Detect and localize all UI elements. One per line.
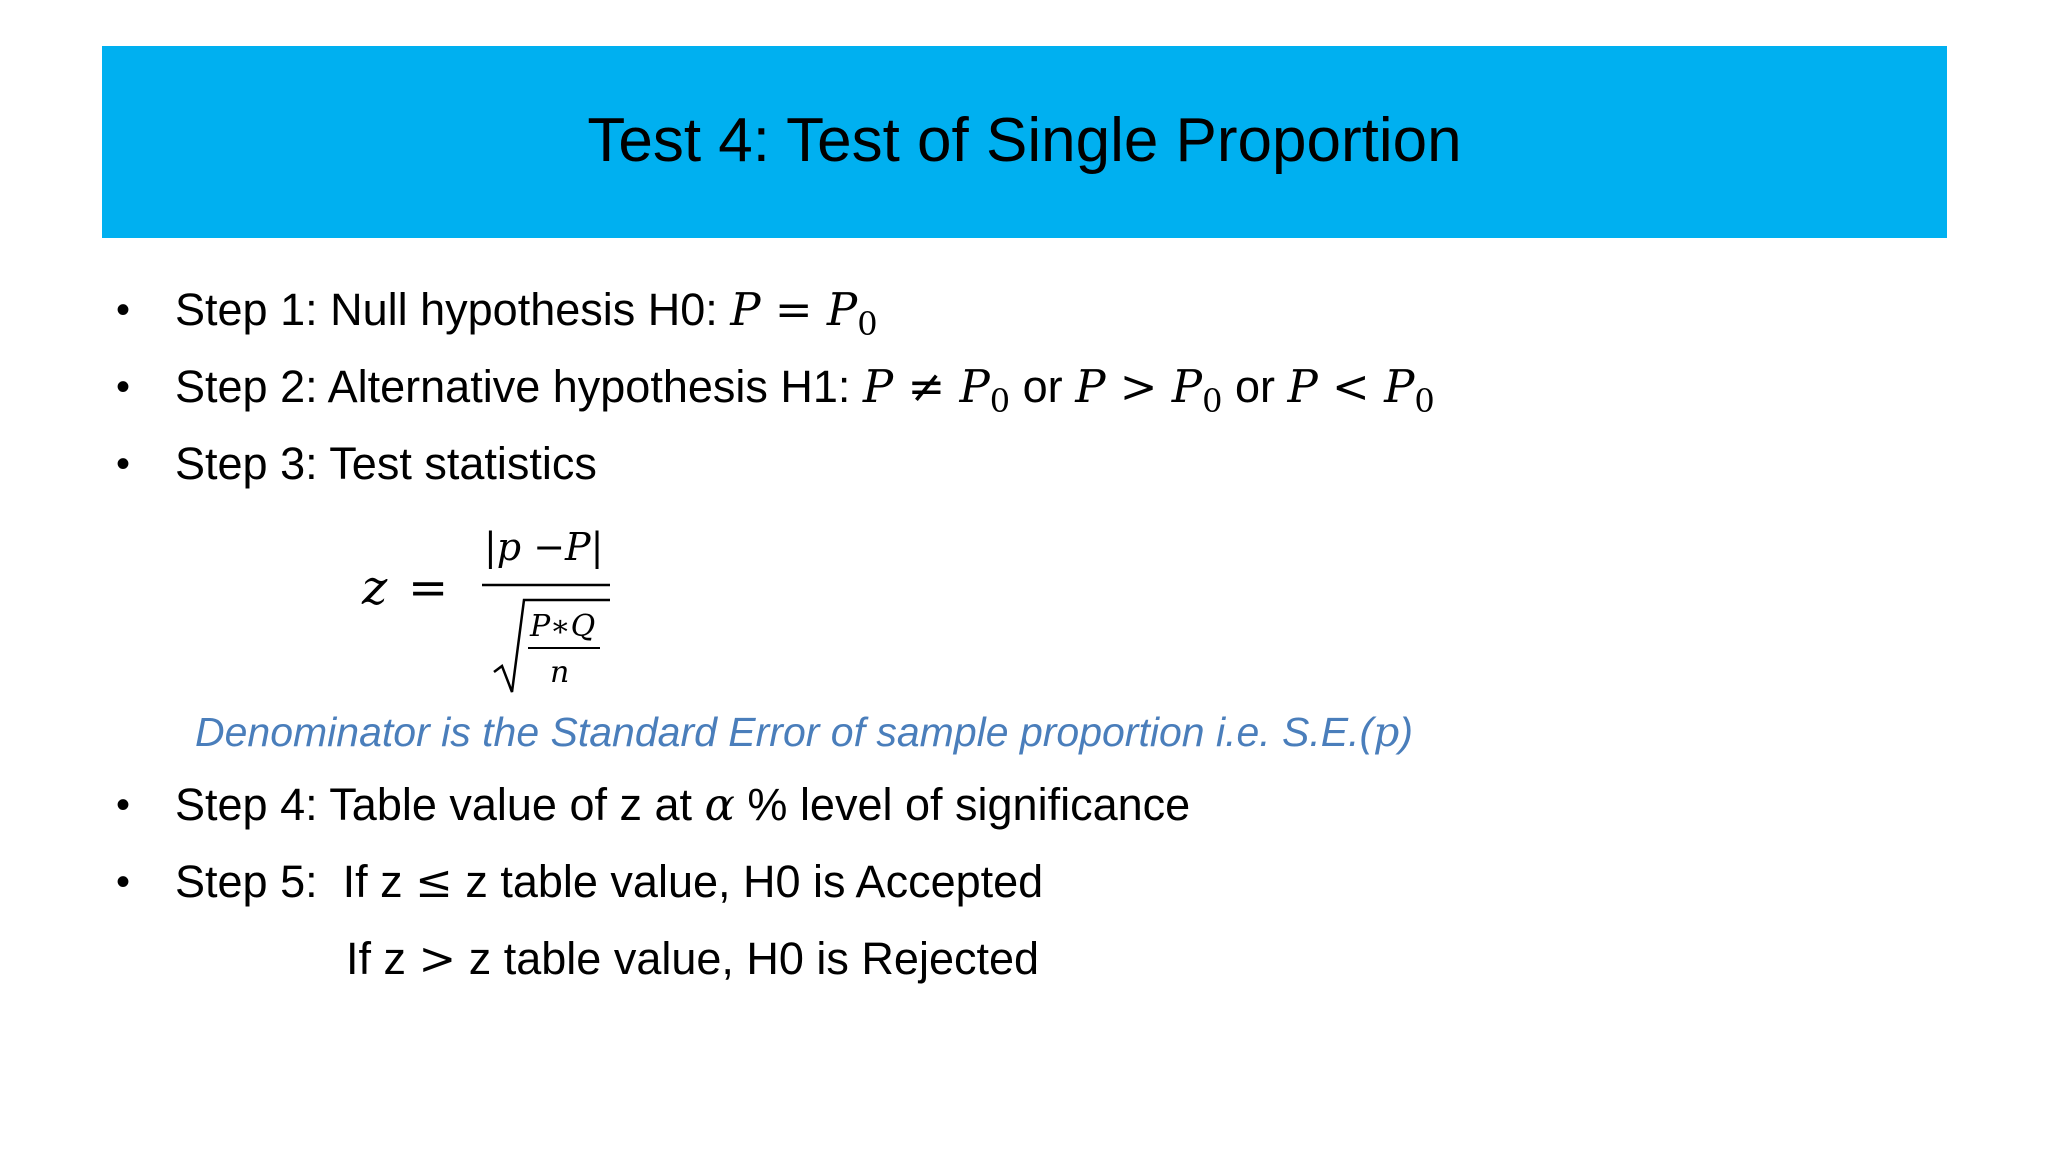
step-2-alt1-lhs: P	[862, 360, 894, 413]
step-2-alt2-lhs: P	[1075, 360, 1106, 413]
step-2-alt3-rhs: P	[1384, 360, 1415, 413]
step-5-line-2	[346, 931, 1039, 987]
step-5-line	[175, 854, 1043, 910]
step-1-op: =	[760, 283, 827, 336]
step-2-alt3-lhs: P	[1287, 360, 1318, 413]
note-close: )	[1399, 709, 1414, 755]
step-2-alt2-sub: 0	[1202, 382, 1223, 420]
step-4-label-pre: Step 4: Table value of z at	[175, 779, 705, 830]
step-1-line	[175, 282, 878, 343]
note-text: Denominator is the Standard Error of sample proportion i.e. S.E.(	[195, 709, 1374, 755]
step-1-label: Step 1: Null hypothesis H0:	[175, 284, 731, 335]
note-var: p	[1373, 708, 1400, 756]
formula-inner-numerator: P∗Q	[530, 609, 596, 644]
step-5-label-pre: Step 5: If z	[175, 856, 416, 907]
step-2-or-2: or	[1222, 361, 1288, 412]
step-2-alt2-rhs: P	[1171, 360, 1203, 413]
step-2-label: Step 2: Alternative hypothesis H1:	[175, 361, 863, 412]
step-2-alt2-op: >	[1105, 360, 1172, 413]
bullet-step-3: •	[116, 442, 131, 486]
step-5-line2-op: >	[418, 932, 457, 985]
step-4-line	[175, 777, 1190, 833]
step-4-label-post: % level of significance	[734, 779, 1191, 830]
step-3-label: Step 3: Test statistics	[175, 438, 597, 489]
formula-inner-denominator: n	[550, 655, 570, 690]
step-2-line	[175, 359, 1435, 420]
z-formula	[360, 520, 640, 700]
step-5-line2-post: z table value, H0 is Rejected	[456, 933, 1040, 984]
title-banner	[102, 46, 1947, 238]
step-5-line2-pre: If z	[346, 933, 419, 984]
slide-title: Test 4: Test of Single Proportion	[587, 105, 1462, 175]
step-1-lhs: P	[730, 283, 761, 336]
step-5-op: ≤	[415, 855, 453, 908]
step-2-or-1: or	[1010, 361, 1076, 412]
bullet-step-1: •	[116, 288, 131, 332]
step-2-alt1-sub: 0	[989, 382, 1011, 420]
bullet-step-2: •	[116, 365, 131, 409]
step-2-alt3-sub: 0	[1414, 382, 1435, 420]
formula-numerator: |p −P|	[484, 525, 604, 569]
formula-equals: =	[408, 560, 449, 616]
step-1-rhs: P	[826, 283, 858, 336]
step-3-line	[175, 436, 597, 492]
step-4-alpha: α	[704, 778, 735, 831]
bullet-step-4: •	[116, 783, 131, 827]
standard-error-note	[195, 704, 1413, 760]
step-2-alt1-rhs: P	[959, 360, 990, 413]
step-2-alt1-op: ≠	[893, 360, 960, 413]
step-5-label-post: z table value, H0 is Accepted	[452, 856, 1044, 907]
step-1-sub: 0	[857, 305, 878, 343]
step-2-alt3-op: <	[1317, 360, 1385, 413]
formula-z: z	[362, 560, 388, 616]
bullet-step-5: •	[116, 860, 131, 904]
